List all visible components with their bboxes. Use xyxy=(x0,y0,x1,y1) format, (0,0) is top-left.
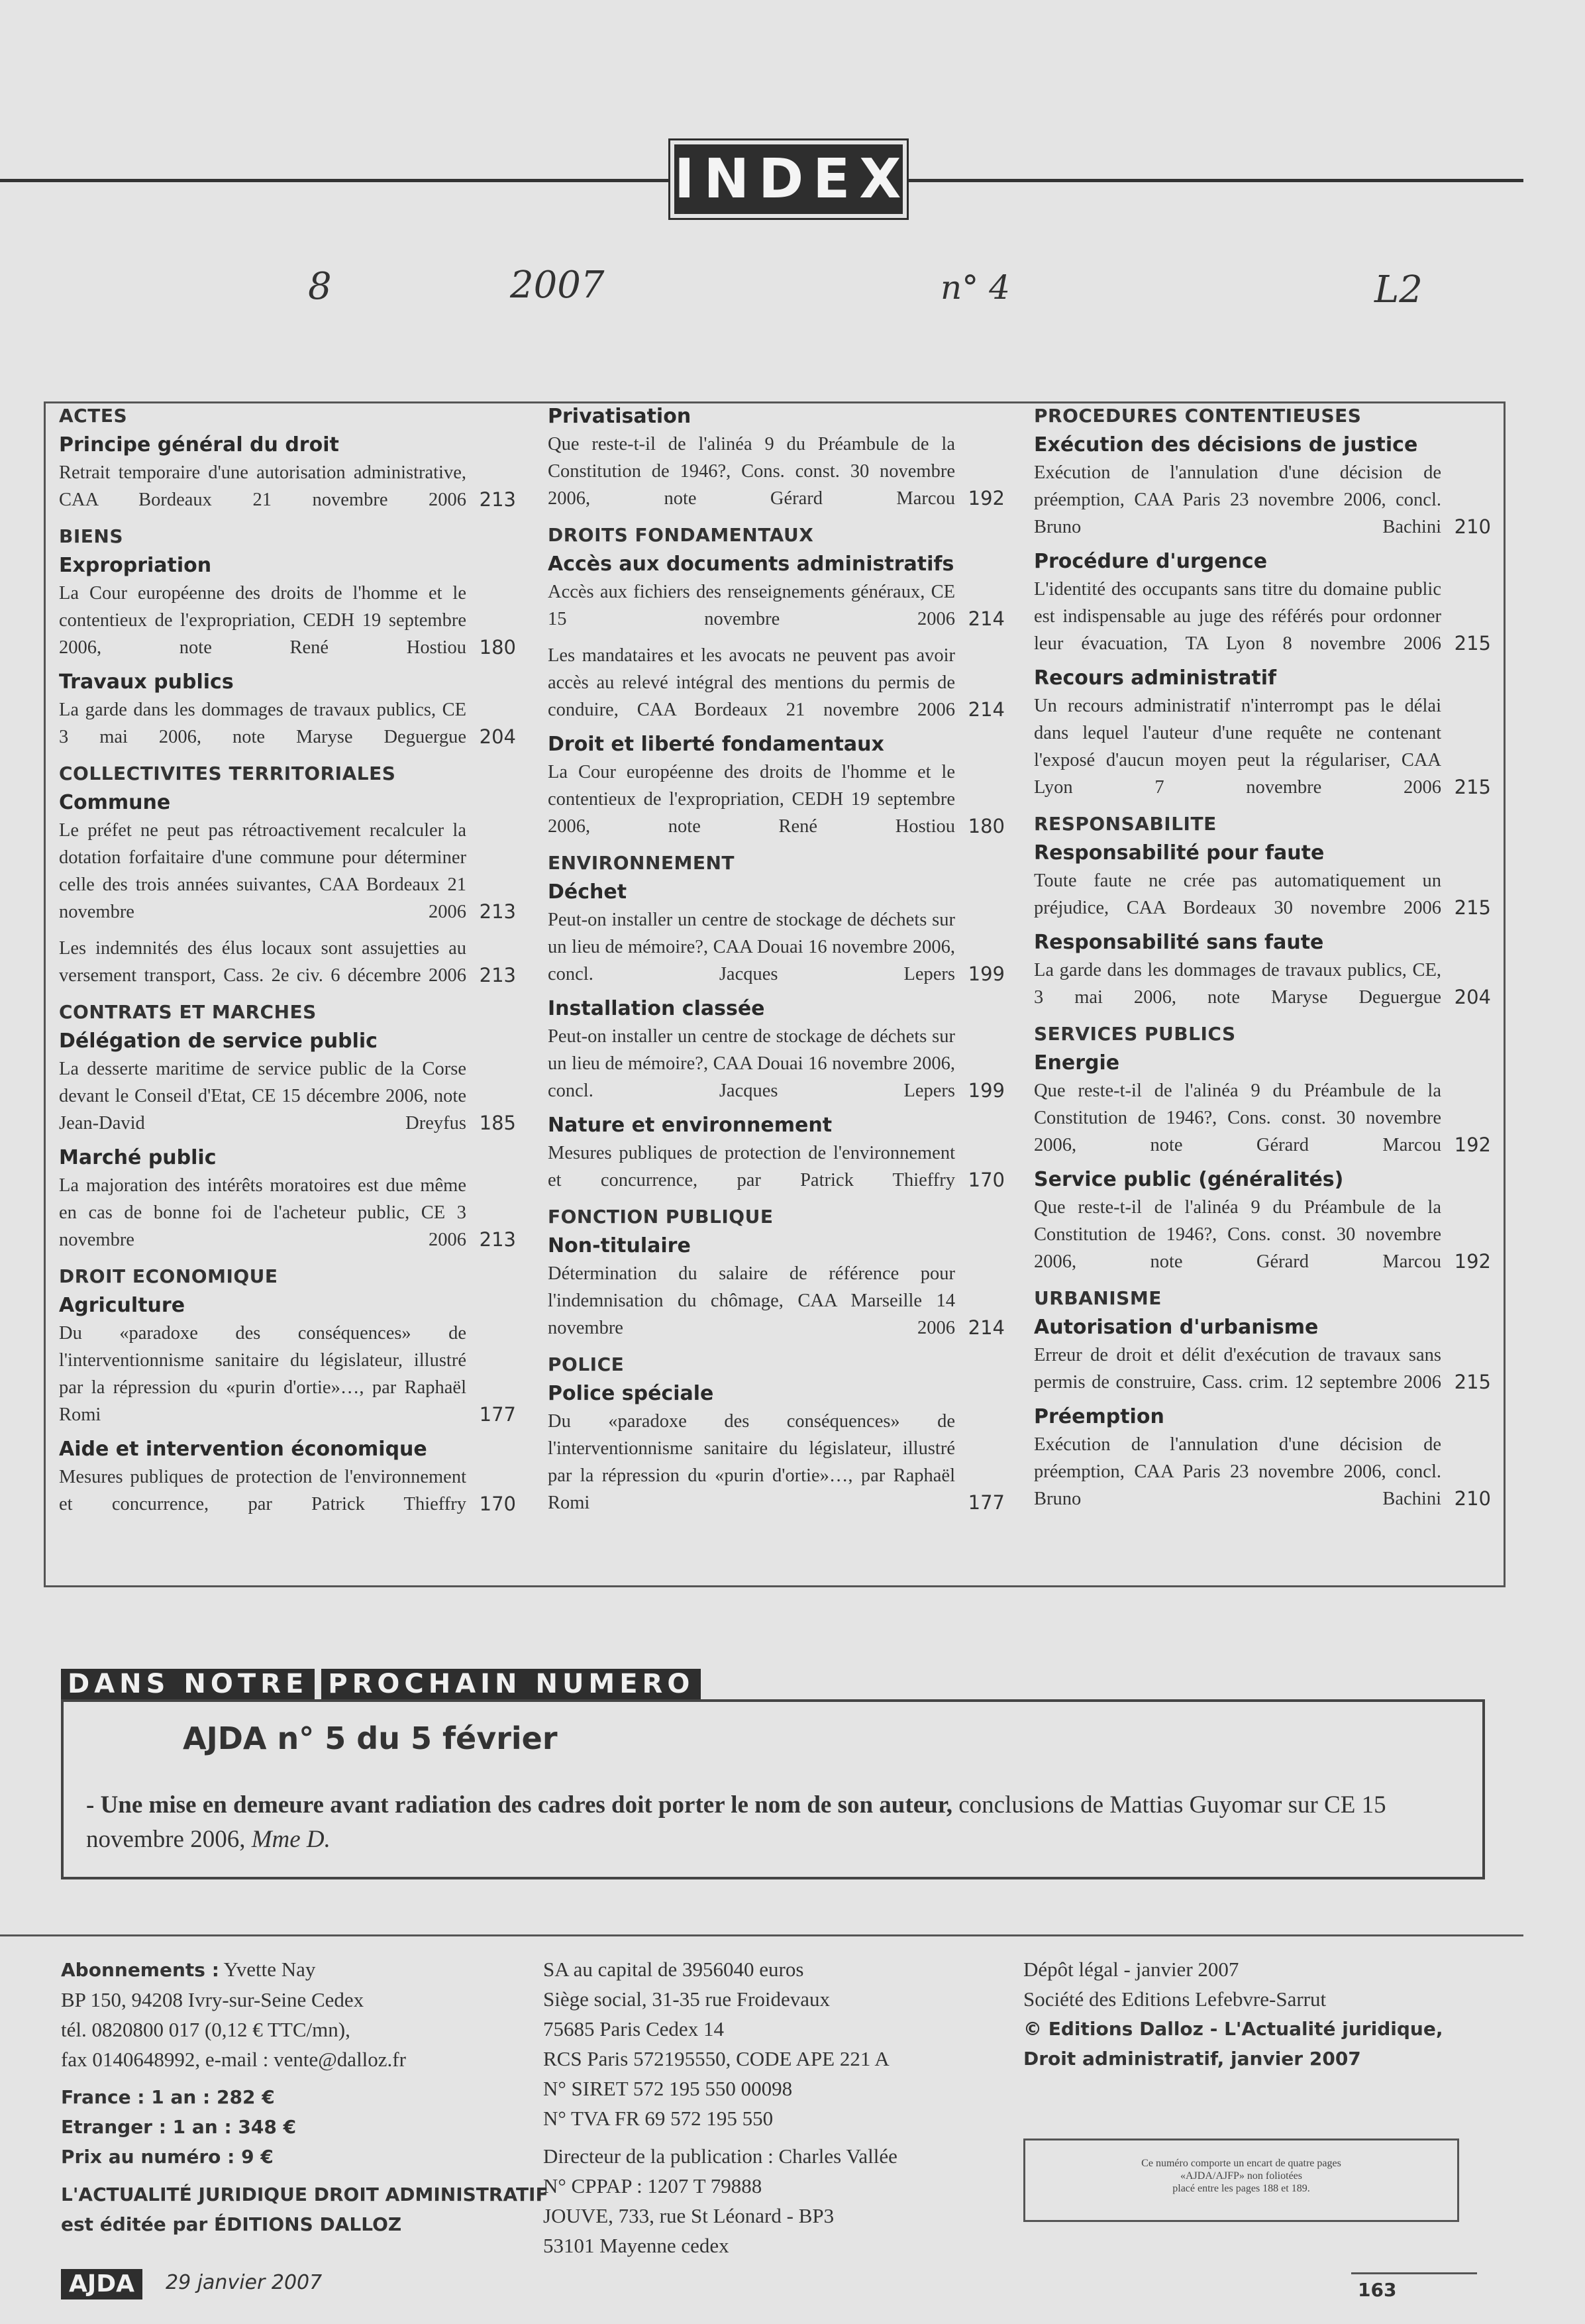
index-entry xyxy=(59,459,516,513)
index-entry-page: 177 xyxy=(968,1491,1005,1514)
index-entry-wrapper xyxy=(548,1260,955,1342)
index-entry-page: 214 xyxy=(968,698,1005,721)
index-entry-page: 215 xyxy=(1454,632,1491,655)
index-entry-page: 210 xyxy=(1454,515,1491,538)
index-entry-text: Exécution de l'annulation d'une décision de préemption, CAA Paris 23 novembre 2006, concl. Bruno Bachini ..... xyxy=(1034,1431,1441,1512)
index-entry-text: Du «paradoxe des conséquences» de l'interventionnisme sanitaire du législateur, illustré par la répression du «purin d'ortie»…, par Raphaël Romi ..... xyxy=(548,1408,955,1516)
copyright-line: © Editions Dalloz - L'Actualité juridique, xyxy=(1023,2018,1443,2040)
index-subsection-heading: Procédure d'urgence xyxy=(1034,550,1268,573)
index-entry-page: 180 xyxy=(479,636,516,659)
index-entry xyxy=(59,696,516,751)
handwritten-note-3: n° 4 xyxy=(941,268,1010,307)
next-issue-box xyxy=(61,1699,1485,1879)
publisher-line: est éditée par ÉDITIONS DALLOZ xyxy=(61,2213,402,2235)
index-subsection-heading: Installation classée xyxy=(548,997,765,1020)
index-subsection-heading: Autorisation d'urbanisme xyxy=(1034,1316,1319,1339)
index-subsection-heading: Responsabilité pour faute xyxy=(1034,841,1325,865)
insert-notice xyxy=(1023,2139,1459,2222)
index-entry xyxy=(1034,1342,1491,1396)
index-section-heading: PROCEDURES CONTENTIEUSES xyxy=(1034,405,1362,427)
index-entry-wrapper xyxy=(548,1023,955,1104)
index-column-2 xyxy=(548,403,1005,1526)
index-entry-page: 215 xyxy=(1454,896,1491,919)
index-entry-text: Retrait temporaire d'une autorisation administrative, CAA Bordeaux 21 novembre 2006 ..... xyxy=(59,459,466,513)
index-entry-wrapper xyxy=(548,906,955,988)
next-issue-item xyxy=(86,1788,1451,1857)
index-entry xyxy=(1034,867,1491,922)
index-column-3 xyxy=(1034,403,1491,1522)
footer-legal xyxy=(1023,1954,1443,2074)
index-entry xyxy=(548,431,1005,512)
index-entry-wrapper xyxy=(548,1139,955,1194)
index-entry-page: 199 xyxy=(968,963,1005,985)
footer-line: N° CPPAP : 1207 T 79888 xyxy=(543,2174,762,2197)
index-entry-text: Toute faute ne crée pas automatiquement un préjudice, CAA Bordeaux 30 novembre 2006 ..... xyxy=(1034,867,1441,922)
index-entry-page: 214 xyxy=(968,1316,1005,1339)
index-subsection-heading: Service public (généralités) xyxy=(1034,1168,1344,1191)
index-entry xyxy=(59,1320,516,1428)
footer-subscriptions xyxy=(61,1954,548,2239)
footer-line: Siège social, 31-35 rue Froidevaux xyxy=(543,1987,831,2011)
index-subsection-heading: Police spéciale xyxy=(548,1382,714,1405)
index-subsection-heading: Droit et liberté fondamentaux xyxy=(548,733,884,756)
index-entry-wrapper xyxy=(1034,459,1441,541)
footer-line: 53101 Mayenne cedex xyxy=(543,2234,729,2257)
index-entry-text: La garde dans les dommages de travaux publics, CE 3 mai 2006, note Maryse Deguergue ..... xyxy=(59,696,466,751)
index-section-heading: POLICE xyxy=(548,1353,625,1375)
index-entry xyxy=(59,1463,516,1518)
index-section-heading: DROITS FONDAMENTAUX xyxy=(548,524,814,546)
insert-line: Ce numéro comporte un encart de quatre pages xyxy=(1141,2158,1341,2169)
index-entry-wrapper xyxy=(548,431,955,512)
index-entry xyxy=(548,759,1005,840)
index-entry-text: Les indemnités des élus locaux sont assujetties au versement transport, Cass. 2e civ. 6 décembre 2006 ..... xyxy=(59,935,466,989)
footer-line: N° SIRET 572 195 550 00098 xyxy=(543,2077,793,2100)
index-entry-wrapper xyxy=(1034,1194,1441,1275)
index-entry-wrapper xyxy=(1034,576,1441,657)
index-entry-text: Détermination du salaire de référence pour l'indemnisation du chômage, CAA Marseille 14 novembre 2006 ..... xyxy=(548,1260,955,1342)
handwritten-note-4: L2 xyxy=(1374,268,1423,311)
next-issue-title: AJDA n° 5 du 5 février xyxy=(183,1720,558,1756)
footer-line: fax 0140648992, e-mail : vente@dalloz.fr xyxy=(61,2048,406,2071)
index-entry-wrapper xyxy=(548,642,955,723)
index-entry-text: Le préfet ne peut pas rétroactivement recalculer la dotation forfaitaire d'une commune pour déterminer celle des trois années suivantes, CAA Bordeaux 21 novembre 2006 ..... xyxy=(59,817,466,925)
index-entry-text: Erreur de droit et délit d'exécution de travaux sans permis de construire, Cass. crim. 12 septembre 2006 ..... xyxy=(1034,1342,1441,1396)
index-entry-page: 177 xyxy=(479,1403,516,1426)
handwritten-note-2: 2007 xyxy=(510,264,605,307)
index-section-heading: DROIT ECONOMIQUE xyxy=(59,1265,278,1287)
index-subsection-heading: Non-titulaire xyxy=(548,1234,691,1257)
index-subsection-heading: Déchet xyxy=(548,880,627,904)
index-section-heading: FONCTION PUBLIQUE xyxy=(548,1206,774,1228)
index-entry xyxy=(59,580,516,661)
index-subsection-heading: Expropriation xyxy=(59,554,212,577)
index-entry xyxy=(548,1023,1005,1104)
index-entry-text: Les mandataires et les avocats ne peuvent pas avoir accès au relevé intégral des mentions du permis de conduire, CAA Bordeaux 21 novembre 2006 ..... xyxy=(548,642,955,723)
footer-line: Dépôt légal - janvier 2007 xyxy=(1023,1958,1239,1981)
index-entry-page: 192 xyxy=(1454,1134,1491,1156)
index-section-heading: SERVICES PUBLICS xyxy=(1034,1023,1236,1045)
index-entry-page: 215 xyxy=(1454,776,1491,798)
index-entry-wrapper xyxy=(1034,692,1441,801)
index-entry xyxy=(1034,1431,1491,1512)
index-entry-wrapper xyxy=(59,1463,466,1518)
index-entry-page: 213 xyxy=(479,488,516,511)
insert-line: placé entre les pages 188 et 189. xyxy=(1172,2183,1310,2194)
index-subsection-heading: Privatisation xyxy=(548,405,691,428)
index-subsection-heading: Exécution des décisions de justice xyxy=(1034,433,1418,456)
index-subsection-heading: Travaux publics xyxy=(59,670,234,694)
index-entry-wrapper xyxy=(548,578,955,633)
index-subsection-heading: Agriculture xyxy=(59,1294,185,1317)
footer-line: RCS Paris 572195550, CODE APE 221 A xyxy=(543,2047,890,2070)
index-entry-page: 192 xyxy=(1454,1250,1491,1273)
insert-line: «AJDA/AJFP» non foliotées xyxy=(1180,2170,1302,2182)
footer-line: SA au capital de 3956040 euros xyxy=(543,1958,804,1981)
index-section-heading: CONTRATS ET MARCHES xyxy=(59,1001,317,1023)
next-issue-item-rest: conclusions de Mattias Guyomar sur CE 15 novembre 2006, xyxy=(86,1791,1386,1853)
index-subsection-heading: Accès aux documents administratifs xyxy=(548,553,954,576)
index-entry-page: 210 xyxy=(1454,1487,1491,1510)
index-entry-page: 185 xyxy=(479,1112,516,1134)
index-entry-page: 170 xyxy=(479,1493,516,1515)
index-section-heading: COLLECTIVITES TERRITORIALES xyxy=(59,763,396,784)
index-entry-wrapper xyxy=(59,935,466,989)
issue-date: 29 janvier 2007 xyxy=(166,2271,323,2294)
index-entry xyxy=(1034,692,1491,801)
index-entry-wrapper xyxy=(548,759,955,840)
copyright-line: Droit administratif, janvier 2007 xyxy=(1023,2048,1361,2070)
index-section-heading: BIENS xyxy=(59,525,123,547)
index-entry-wrapper xyxy=(59,459,466,513)
index-entry-page: 213 xyxy=(479,900,516,923)
index-entry-wrapper xyxy=(1034,1431,1441,1512)
index-entry-text: Un recours administratif n'interrompt pas le délai dans lequel l'auteur d'une requête ne contenant l'exposé d'aucun moyen peut la régulariser, CAA Lyon 7 novembre 2006 ..... xyxy=(1034,692,1441,801)
index-entry-wrapper xyxy=(548,1408,955,1516)
index-section-heading: ENVIRONNEMENT xyxy=(548,852,735,874)
index-entry xyxy=(59,1055,516,1137)
index-entry xyxy=(59,817,516,925)
index-entry xyxy=(1034,957,1491,1011)
footer-line: JOUVE, 733, rue St Léonard - BP3 xyxy=(543,2204,835,2227)
index-box xyxy=(44,401,1506,1587)
publisher-line: L'ACTUALITÉ JURIDIQUE DROIT ADMINISTRATIF xyxy=(61,2184,548,2205)
index-entry-page: 215 xyxy=(1454,1371,1491,1393)
index-entry-wrapper xyxy=(59,817,466,925)
index-entry xyxy=(1034,459,1491,541)
index-entry-text: Mesures publiques de protection de l'environnement et concurrence, par Patrick Thieffry ..... xyxy=(59,1463,466,1518)
index-entry-page: 180 xyxy=(968,815,1005,837)
footer-line: Directeur de la publication : Charles Vallée xyxy=(543,2144,897,2168)
page-title: INDEX xyxy=(670,140,907,218)
next-issue-item-italic: Mme D. xyxy=(245,1826,331,1853)
index-entry-text: Que reste-t-il de l'alinéa 9 du Préambule de la Constitution de 1946?, Cons. const. 30 novembre 2006, note Gérard Marcou ..... xyxy=(548,431,955,512)
index-entry-page: 204 xyxy=(479,725,516,748)
index-entry-page: 204 xyxy=(1454,986,1491,1008)
next-issue-header xyxy=(61,1669,701,1699)
index-entry-wrapper xyxy=(1034,957,1441,1011)
index-subsection-heading: Nature et environnement xyxy=(548,1114,833,1137)
index-entry-wrapper xyxy=(1034,867,1441,922)
index-entry xyxy=(59,1172,516,1253)
index-entry-page: 199 xyxy=(968,1079,1005,1102)
index-entry-wrapper xyxy=(1034,1077,1441,1159)
index-section-heading: ACTES xyxy=(59,405,128,427)
index-entry xyxy=(59,935,516,989)
abonnements-name: Yvette Nay xyxy=(219,1958,316,1981)
index-entry-text: La majoration des intérêts moratoires est due même en cas de bonne foi de l'acheteur public, CE 3 novembre 2006 ..... xyxy=(59,1172,466,1253)
ajda-logo: AJDA xyxy=(61,2269,142,2299)
index-entry-text: L'identité des occupants sans titre du domaine public est indispensable au juge des référés pour ordonner leur évacuation, TA Lyon 8 novembre 2006 ..... xyxy=(1034,576,1441,657)
index-entry xyxy=(1034,1077,1491,1159)
index-subsection-heading: Préemption xyxy=(1034,1405,1164,1428)
index-entry-text: Que reste-t-il de l'alinéa 9 du Préambule de la Constitution de 1946?, Cons. const. 30 novembre 2006, note Gérard Marcou ..... xyxy=(1034,1194,1441,1275)
index-entry-text: La Cour européenne des droits de l'homme et le contentieux de l'expropriation, CEDH 19 septembre 2006, note René Hostiou ..... xyxy=(59,580,466,661)
index-entry-page: 192 xyxy=(968,487,1005,509)
page-number: 163 xyxy=(1358,2279,1397,2301)
index-section-heading: RESPONSABILITE xyxy=(1034,813,1217,835)
handwritten-note-1: 8 xyxy=(308,265,332,308)
price-numero: Prix au numéro : 9 € xyxy=(61,2146,274,2168)
index-subsection-heading: Energie xyxy=(1034,1051,1120,1075)
index-entry-wrapper xyxy=(59,696,466,751)
index-entry-page: 213 xyxy=(479,1228,516,1251)
index-entry-text: Exécution de l'annulation d'une décision de préemption, CAA Paris 23 novembre 2006, concl. Bruno Bachini ..... xyxy=(1034,459,1441,541)
index-entry-page: 214 xyxy=(968,607,1005,630)
footer-line: tél. 0820800 017 (0,12 € TTC/mn), xyxy=(61,2018,350,2041)
index-entry-text: La garde dans les dommages de travaux publics, CE, 3 mai 2006, note Maryse Deguergue ..... xyxy=(1034,957,1441,1011)
next-issue-label-2: PROCHAIN NUMERO xyxy=(321,1669,701,1699)
index-entry-wrapper xyxy=(59,1320,466,1428)
index-entry-wrapper xyxy=(59,1172,466,1253)
index-entry xyxy=(1034,1194,1491,1275)
index-entry-text: Mesures publiques de protection de l'environnement et concurrence, par Patrick Thieffry ..... xyxy=(548,1139,955,1194)
footer-line: Société des Editions Lefebvre-Sarrut xyxy=(1023,1987,1327,2011)
index-section-heading: URBANISME xyxy=(1034,1287,1162,1309)
index-entry xyxy=(548,1260,1005,1342)
price-france: France : 1 an : 282 € xyxy=(61,2086,275,2108)
next-issue-item-bold: - Une mise en demeure avant radiation des cadres doit porter le nom de son auteur, xyxy=(86,1791,952,1819)
index-entry-text: Du «paradoxe des conséquences» de l'interventionnisme sanitaire du législateur, illustré par la répression du «purin d'ortie»…, par Raphaël Romi ..... xyxy=(59,1320,466,1428)
index-entry xyxy=(548,578,1005,633)
index-subsection-heading: Délégation de service public xyxy=(59,1030,378,1053)
index-entry xyxy=(548,1139,1005,1194)
abonnements-label: Abonnements : xyxy=(61,1959,219,1981)
index-entry-text: Peut-on installer un centre de stockage de déchets sur un lieu de mémoire?, CAA Douai 16 novembre 2006, concl. Jacques Lepers ..... xyxy=(548,1023,955,1104)
index-entry-text: La desserte maritime de service public de la Corse devant le Conseil d'Etat, CE 15 décembre 2006, note Jean-David Dreyfus ..... xyxy=(59,1055,466,1137)
index-entry-page: 170 xyxy=(968,1169,1005,1191)
index-entry-text: Que reste-t-il de l'alinéa 9 du Préambule de la Constitution de 1946?, Cons. const. 30 novembre 2006, note Gérard Marcou ..... xyxy=(1034,1077,1441,1159)
index-entry xyxy=(548,1408,1005,1516)
index-entry-text: Accès aux fichiers des renseignements généraux, CE 15 novembre 2006 ..... xyxy=(548,578,955,633)
next-issue-label-1: DANS NOTRE xyxy=(61,1669,315,1699)
footer-company xyxy=(543,1954,897,2260)
index-subsection-heading: Marché public xyxy=(59,1146,217,1169)
footer-line: N° TVA FR 69 572 195 550 xyxy=(543,2107,774,2130)
index-subsection-heading: Commune xyxy=(59,791,171,814)
index-entry xyxy=(548,906,1005,988)
footer-line: 75685 Paris Cedex 14 xyxy=(543,2017,724,2040)
index-entry xyxy=(1034,576,1491,657)
price-etranger: Etranger : 1 an : 348 € xyxy=(61,2116,297,2138)
footer-rule xyxy=(0,1934,1523,1936)
index-entry-wrapper xyxy=(59,580,466,661)
index-subsection-heading: Aide et intervention économique xyxy=(59,1438,427,1461)
index-entry-wrapper xyxy=(59,1055,466,1137)
index-column-1 xyxy=(59,403,516,1527)
footer-line: BP 150, 94208 Ivry-sur-Seine Cedex xyxy=(61,1988,364,2011)
index-entry-text: Peut-on installer un centre de stockage de déchets sur un lieu de mémoire?, CAA Douai 16 novembre 2006, concl. Jacques Lepers ..... xyxy=(548,906,955,988)
page-number-rule xyxy=(1351,2272,1477,2274)
index-entry xyxy=(548,642,1005,723)
index-subsection-heading: Responsabilité sans faute xyxy=(1034,931,1324,954)
index-subsection-heading: Recours administratif xyxy=(1034,666,1277,690)
index-entry-text: La Cour européenne des droits de l'homme et le contentieux de l'expropriation, CEDH 19 septembre 2006, note René Hostiou ..... xyxy=(548,759,955,840)
index-subsection-heading: Principe général du droit xyxy=(59,433,339,456)
index-entry-wrapper xyxy=(1034,1342,1441,1396)
index-entry-page: 213 xyxy=(479,964,516,986)
